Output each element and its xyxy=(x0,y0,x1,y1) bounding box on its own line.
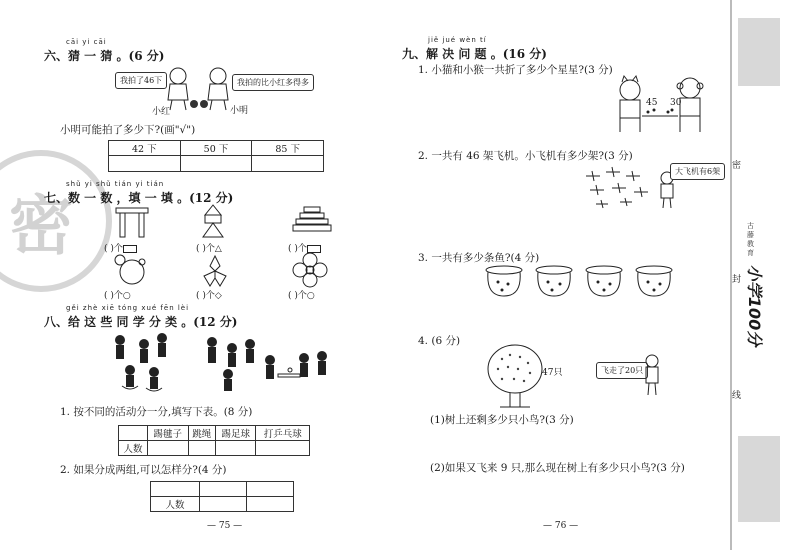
band-bottom-block xyxy=(738,436,780,522)
birds-flew-away-bubble: 飞走了20只 xyxy=(596,362,648,379)
circle-icon: ○ xyxy=(306,291,315,301)
q7-title: 七、数 一 数 ，填 一 填 。(12 分) xyxy=(44,191,234,205)
shape-triangle-tower xyxy=(200,203,226,239)
students-activities-illustration xyxy=(100,330,330,392)
shape-stacked-rectangles xyxy=(292,205,332,237)
q9-problem-1: 1. 小猫和小猴一共折了多少个星星?(3 分) xyxy=(418,64,613,76)
shape-circles-cluster xyxy=(112,254,148,288)
option-50: 50 下 xyxy=(180,141,252,156)
answer-cell-soccer[interactable] xyxy=(215,441,256,456)
q6-options-table xyxy=(108,140,324,172)
cat-and-monkey-folding-stars-illustration xyxy=(612,72,708,134)
stamp-watermark: 密 xyxy=(0,150,112,292)
publisher-label: 古藤教育 xyxy=(747,222,754,257)
header-soccer: 踢足球 xyxy=(215,426,256,441)
page-number-76: — 76 — xyxy=(543,521,579,531)
shape-four-circles xyxy=(292,252,328,288)
q9-problem-3: 3. 一共有多少条鱼?(4 分) xyxy=(418,252,540,264)
shape-diamond-flower xyxy=(198,254,232,288)
rectangle-icon xyxy=(123,245,137,253)
q6-question: 小明可能拍了多少下?(画"√") xyxy=(60,124,196,136)
blank-circles-count[interactable]: ( )个○ xyxy=(104,291,131,301)
shape-arch-figure xyxy=(112,206,152,238)
answer-cell-85[interactable] xyxy=(252,156,324,172)
blank-diamonds-count[interactable]: ( )个◇ xyxy=(196,291,222,301)
option-42: 42 下 xyxy=(109,141,181,156)
group2-header-cell[interactable] xyxy=(247,482,294,497)
boy-speech-bubble: 我拍的比小红多得多 xyxy=(232,74,314,91)
children-bouncing-balls-illustration xyxy=(160,64,240,114)
table2-corner xyxy=(151,482,200,497)
girl-speech-bubble: 我拍了46下 xyxy=(115,72,167,89)
q9-problem-4: 4. (6 分) xyxy=(418,335,461,347)
band-top-block xyxy=(738,18,780,86)
q8-sub1: 1. 按不同的活动分一分,填写下表。(8 分) xyxy=(60,406,253,418)
page-number-75: — 75 — xyxy=(207,521,243,531)
q9-problem-4-part-2: (2)如果又飞来 9 只,那么现在树上有多少只小鸟?(3 分) xyxy=(430,462,685,474)
monkey-stars-number: 30 xyxy=(670,98,682,108)
answer-cell-42[interactable] xyxy=(109,156,181,172)
label-xiaoming: 小明 xyxy=(230,106,249,116)
blank-triangles-count[interactable]: ( )个△ xyxy=(196,244,222,254)
tree-bird-count: 47只 xyxy=(542,368,563,378)
two-group-table xyxy=(150,481,294,512)
answer-cell-ping-pong[interactable] xyxy=(256,441,310,456)
label-xiaohong: 小红 xyxy=(152,107,171,117)
group1-count-cell[interactable] xyxy=(200,497,247,512)
q6-title: 六、猜 一 猜 。(6 分) xyxy=(44,49,165,63)
option-85: 85 下 xyxy=(252,141,324,156)
diamond-icon: ◇ xyxy=(214,291,222,301)
answer-cell-50[interactable] xyxy=(180,156,252,172)
blank-rectangles-count[interactable]: ( )个 xyxy=(104,241,137,254)
q8-title: 八、给 这 些 同 学 分 类 。(12 分) xyxy=(44,315,238,329)
margin-char-sealed: 封 xyxy=(732,275,742,285)
table1-corner xyxy=(119,426,148,441)
header-ping-pong: 打乒乓球 xyxy=(256,426,310,441)
blank-circles-count-2[interactable]: ( )个○ xyxy=(288,291,315,301)
margin-char-line: 线 xyxy=(732,391,742,401)
airplanes-illustration xyxy=(582,166,658,210)
answer-cell-shuttlecock[interactable] xyxy=(148,441,189,456)
answer-cell-jump-rope[interactable] xyxy=(188,441,215,456)
q7-pinyin: shǔ yi shǔ tián yi tián xyxy=(66,180,165,188)
blank-rectangles-count-2[interactable]: ( )个 xyxy=(288,241,321,254)
airplane-speech-bubble: 大飞机有6架 xyxy=(670,163,725,180)
q9-problem-2: 2. 一共有 46 架飞机。小飞机有多少架?(3 分) xyxy=(418,150,633,162)
q9-pinyin: jiě jué wèn tí xyxy=(428,36,487,44)
table2-row-label-count: 人数 xyxy=(151,497,200,512)
activity-count-table xyxy=(118,425,310,456)
header-jump-rope: 跳绳 xyxy=(188,426,215,441)
fish-bowls-illustration xyxy=(480,264,680,300)
brand-logo: 小学100分 xyxy=(745,264,765,346)
q9-problem-4-part-1: (1)树上还剩多少只小鸟?(3 分) xyxy=(430,414,574,426)
header-kick-shuttlecock: 踢毽子 xyxy=(148,426,189,441)
q8-pinyin: gěi zhè xiē tóng xué fēn lèi xyxy=(66,304,190,312)
child-figure-illustration xyxy=(640,353,664,397)
tree-with-birds-illustration xyxy=(484,343,546,409)
triangle-icon: △ xyxy=(214,244,222,254)
circle-icon: ○ xyxy=(122,291,131,301)
q9-title: 九、解 决 问 题 。(16 分) xyxy=(402,47,547,61)
q6-pinyin: cāi yi cāi xyxy=(66,38,107,46)
margin-char-seal: 密 xyxy=(732,161,742,171)
cat-stars-number: 45 xyxy=(646,98,658,108)
group2-count-cell[interactable] xyxy=(247,497,294,512)
q8-sub2: 2. 如果分成两组,可以怎样分?(4 分) xyxy=(60,464,227,476)
group1-header-cell[interactable] xyxy=(200,482,247,497)
row-label-count: 人数 xyxy=(119,441,148,456)
